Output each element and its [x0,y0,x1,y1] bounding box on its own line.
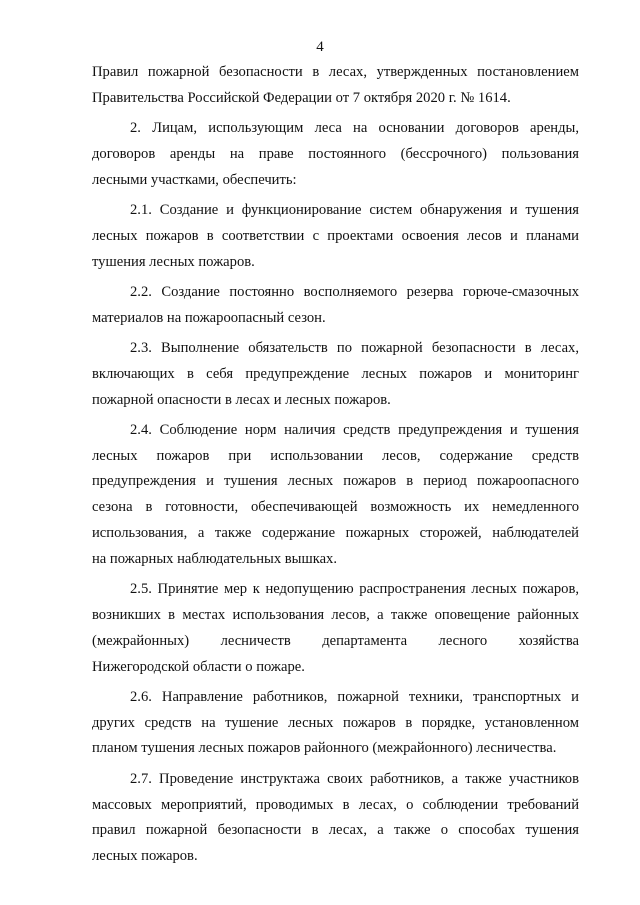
paragraph-item-2-7 [92,767,579,870]
paragraph-item-2-1 [92,198,579,275]
paragraph-item-2-3 [92,336,579,413]
text-line: 2. Лицам, использующим леса на основании договоров аренды, [130,120,579,137]
text-line: использования, а также содержание пожарных сторожей, наблюдателей [92,525,579,542]
text-line: других средств на тушение лесных пожаров в порядке, установленном [92,714,579,731]
text-line: правил пожарной безопасности в лесах, а также о способах тушения [92,822,579,839]
text-line: лесных пожаров при использовании лесов, содержание средств [92,447,579,464]
text-line: пожарной опасности в лесах и лесных пожаров. [92,391,391,408]
text-line: 2.1. Создание и функционирование систем обнаружения и тушения [130,201,579,218]
paragraph-item-2-4 [92,418,579,573]
text-line: 2.4. Соблюдение норм наличия средств предупреждения и тушения [130,421,579,438]
text-line: 2.3. Выполнение обязательств по пожарной безопасности в лесах, [130,339,579,356]
paragraph-item-2-6 [92,685,579,762]
text-line: 2.6. Направление работников, пожарной техники, транспортных и [130,688,579,705]
text-line: тушения лесных пожаров. [92,253,255,270]
text-line: сезона в готовности, обеспечивающей возможность их немедленного [92,499,579,516]
paragraph-item-2-5 [92,577,579,680]
text-line: (межрайонных) лесничеств департамента лесного хозяйства [92,632,579,649]
text-line: материалов на пожароопасный сезон. [92,309,326,326]
text-line: на пожарных наблюдательных вышках. [92,550,337,567]
paragraph-continuation [92,60,579,112]
text-line: договоров аренды на праве постоянного (бессрочного) пользования [92,145,579,162]
text-line: 2.5. Принятие мер к недопущению распространения лесных пожаров, [130,581,579,598]
text-line: возникших в местах использования лесов, а также оповещение районных [92,606,579,623]
text-line: включающих в себя предупреждение лесных пожаров и мониторинг [92,365,579,382]
page-number: 4 [316,39,324,55]
text-line: планом тушения лесных пожаров районного (межрайонного) лесничества. [92,740,557,757]
text-line: Нижегородской области о пожаре. [92,658,305,675]
text-line: лесными участками, обеспечить: [92,171,297,188]
text-line: 2.2. Создание постоянно восполняемого резерва горюче-смазочных [130,283,579,300]
document-body [92,60,579,870]
text-line: Правительства Российской Федерации от 7 октября 2020 г. № 1614. [92,89,511,106]
paragraph-item-2 [92,116,579,193]
text-line: лесных пожаров. [92,848,198,865]
text-line: лесных пожаров в соответствии с проектами освоения лесов и планами [92,227,579,244]
paragraph-item-2-2 [92,280,579,332]
text-line: Правил пожарной безопасности в лесах, утвержденных постановлением [92,64,579,80]
text-line: массовых мероприятий, проводимых в лесах, о соблюдении требований [92,796,579,813]
text-line: 2.7. Проведение инструктажа своих работников, а также участников [130,770,579,787]
text-line: предупреждения и тушения лесных пожаров в период пожароопасного [92,473,579,490]
